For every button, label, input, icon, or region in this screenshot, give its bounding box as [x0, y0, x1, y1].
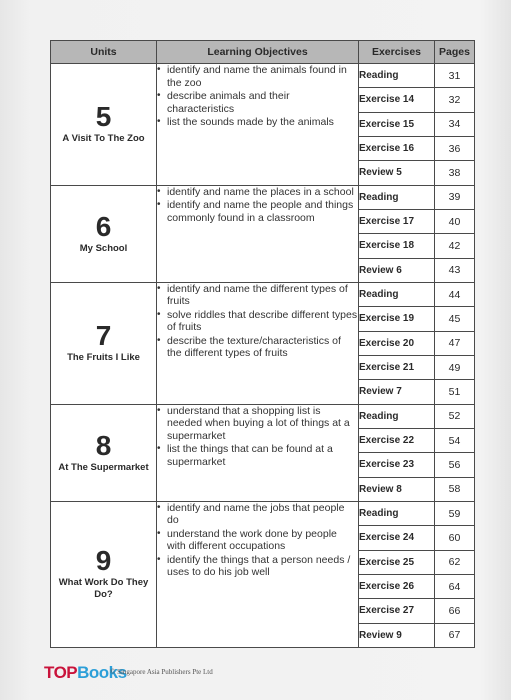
table-row — [51, 404, 475, 428]
objective-item: • identify and name the places in a school — [157, 186, 358, 199]
exercise-page: 51 — [435, 380, 475, 404]
table-header-row — [51, 41, 475, 64]
objectives-cell — [157, 404, 359, 501]
logo-top-text: TOP — [44, 663, 78, 682]
objective-item: • describe the texture/characteristics of the different types of fruits — [157, 335, 358, 360]
exercise-page: 38 — [435, 161, 475, 185]
exercise-page: 47 — [435, 331, 475, 355]
exercise-page: 56 — [435, 453, 475, 477]
objective-item: • identify and name the animals found in the zoo — [157, 64, 358, 89]
header-learning-objectives: Learning Objectives — [157, 41, 359, 64]
exercise-page: 39 — [435, 185, 475, 209]
table-row — [51, 185, 475, 209]
unit-title: A Visit To The Zoo — [62, 133, 145, 145]
unit-number: 9 — [95, 545, 112, 577]
unit-cell — [51, 185, 157, 282]
unit-title: My School — [79, 242, 128, 254]
unit-cell — [51, 64, 157, 186]
exercise-name: Review 5 — [359, 161, 435, 185]
objective-item: • list the things that can be found at a supermarket — [157, 443, 358, 468]
exercise-name: Exercise 24 — [359, 526, 435, 550]
exercise-page: 40 — [435, 209, 475, 233]
unit-number: 7 — [95, 320, 112, 352]
exercise-name: Exercise 14 — [359, 88, 435, 112]
exercise-name: Review 8 — [359, 477, 435, 501]
exercise-page: 31 — [435, 64, 475, 88]
objective-item: • identify the things that a person needs / uses to do his job well — [157, 554, 358, 579]
objectives-list — [157, 64, 358, 129]
exercise-page: 67 — [435, 623, 475, 647]
objectives-cell — [157, 185, 359, 282]
objectives-cell — [157, 282, 359, 404]
table-row — [51, 64, 475, 88]
objective-item: • solve riddles that describe different types of fruits — [157, 309, 358, 334]
exercise-name: Exercise 25 — [359, 550, 435, 574]
exercise-name: Reading — [359, 185, 435, 209]
exercise-page: 64 — [435, 574, 475, 598]
exercise-name: Review 7 — [359, 380, 435, 404]
exercise-page: 43 — [435, 258, 475, 282]
exercise-name: Exercise 21 — [359, 355, 435, 379]
table-body — [51, 64, 475, 648]
exercise-name: Exercise 19 — [359, 307, 435, 331]
exercise-page: 52 — [435, 404, 475, 428]
exercise-page: 49 — [435, 355, 475, 379]
unit-title: What Work Do They Do? — [58, 577, 149, 601]
objectives-cell — [157, 64, 359, 186]
contents-table — [50, 40, 475, 648]
logo-books-text: Books — [77, 663, 127, 682]
exercise-name: Exercise 26 — [359, 574, 435, 598]
exercise-page: 54 — [435, 428, 475, 452]
exercise-name: Exercise 18 — [359, 234, 435, 258]
unit-title: The Fruits I Like — [67, 352, 140, 364]
objective-item: • list the sounds made by the animals — [157, 116, 358, 129]
objectives-list — [157, 405, 358, 469]
exercise-page: 66 — [435, 599, 475, 623]
exercise-name: Exercise 17 — [359, 209, 435, 233]
exercise-name: Review 6 — [359, 258, 435, 282]
exercise-page: 45 — [435, 307, 475, 331]
unit-cell — [51, 282, 157, 404]
exercise-page: 59 — [435, 501, 475, 525]
exercise-name: Reading — [359, 501, 435, 525]
exercise-page: 44 — [435, 282, 475, 306]
exercise-name: Reading — [359, 404, 435, 428]
objective-item: • describe animals and their characteristics — [157, 90, 358, 115]
unit-cell — [51, 404, 157, 501]
table-row — [51, 501, 475, 525]
objectives-list — [157, 283, 358, 360]
exercise-page: 58 — [435, 477, 475, 501]
objectives-cell — [157, 501, 359, 647]
exercise-name: Exercise 27 — [359, 599, 435, 623]
objective-item: • understand the work done by people with different occupations — [157, 528, 358, 553]
exercise-name: Reading — [359, 282, 435, 306]
exercise-page: 62 — [435, 550, 475, 574]
exercise-page: 32 — [435, 88, 475, 112]
publisher-copyright: © Singapore Asia Publishers Pte Ltd — [110, 668, 213, 676]
exercise-page: 60 — [435, 526, 475, 550]
unit-number: 8 — [95, 429, 112, 461]
exercise-name: Reading — [359, 64, 435, 88]
unit-cell — [51, 501, 157, 647]
page-footer — [44, 663, 304, 683]
objectives-list — [157, 502, 358, 579]
exercise-page: 36 — [435, 136, 475, 160]
objective-item: • identify and name the different types of fruits — [157, 283, 358, 308]
exercise-name: Exercise 23 — [359, 453, 435, 477]
header-pages: Pages — [435, 41, 475, 64]
table-row — [51, 282, 475, 306]
exercise-name: Review 9 — [359, 623, 435, 647]
header-exercises: Exercises — [359, 41, 435, 64]
objective-item: • understand that a shopping list is needed when buying a lot of things at a supermarket — [157, 405, 358, 443]
objective-item: • identify and name the people and things commonly found in a classroom — [157, 199, 358, 224]
header-units: Units — [51, 41, 157, 64]
unit-number: 5 — [95, 101, 112, 133]
unit-number: 6 — [95, 210, 112, 242]
exercise-name: Exercise 16 — [359, 136, 435, 160]
objective-item: • identify and name the jobs that people do — [157, 502, 358, 527]
exercise-page: 34 — [435, 112, 475, 136]
objectives-list — [157, 186, 358, 225]
exercise-name: Exercise 20 — [359, 331, 435, 355]
exercise-page: 42 — [435, 234, 475, 258]
exercise-name: Exercise 15 — [359, 112, 435, 136]
exercise-name: Exercise 22 — [359, 428, 435, 452]
unit-title: At The Supermarket — [58, 461, 149, 473]
